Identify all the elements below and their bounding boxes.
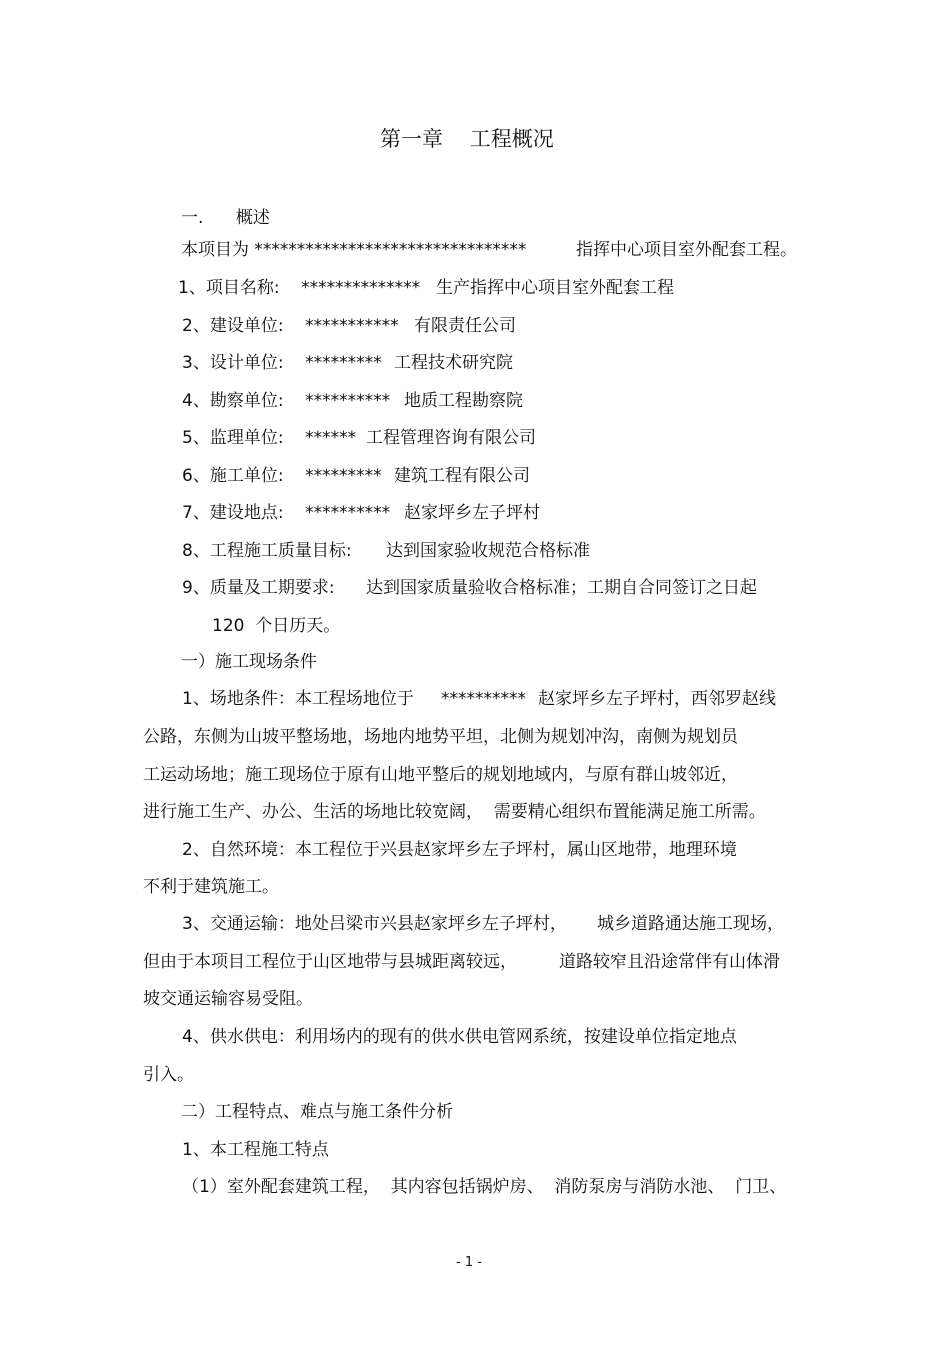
item-value-project-name: 生产指挥中心项目室外配套工程 [436, 278, 674, 298]
subsection-project-features: 二）工程特点、难点与施工条件分析 [181, 1102, 453, 1122]
site-para2-line2: 不利于建筑施工。 [143, 877, 279, 897]
page-title: 第一章 工程概况 [380, 127, 554, 151]
item-label-surveyor: 4、勘察单位: ********** [182, 391, 391, 411]
item-value-designer: 工程技术研究院 [394, 353, 513, 373]
site-para3-line2-start: 但由于本项目工程位于山区地带与县城距离较远， [143, 952, 517, 972]
page-number: - 1 - [456, 1255, 482, 1270]
item-label-designer: 3、设计单位: ********* [182, 353, 382, 373]
item-label-requirements: 9、质量及工期要求: [182, 578, 335, 598]
item-label-supervisor: 5、监理单位: ****** [182, 428, 357, 448]
item-label-location: 7、建设地点: ********** [182, 503, 391, 523]
site-para1-line1-end: 赵家坪乡左子坪村，西邻罗赵线 [538, 689, 776, 709]
item-label-owner: 2、建设单位: *********** [182, 316, 399, 336]
site-para1-line4: 进行施工生产、办公、生活的场地比较宽阔， 需要精心组织布置能满足施工所需。 [143, 802, 766, 822]
features-para1: （1）室外配套建筑工程， 其内容包括锅炉房、 消防泵房与消防水池、 门卫、 [182, 1177, 787, 1197]
item-value-contractor: 建筑工程有限公司 [394, 466, 530, 486]
item-value-surveyor: 地质工程勘察院 [404, 391, 523, 411]
item-requirements-continued: 120 个日历天。 [212, 616, 341, 636]
site-para1-line3: 工运动场地；施工现场位于原有山地平整后的规划地域内，与原有群山坡邻近， [143, 765, 738, 785]
item-value-owner: 有限责任公司 [414, 316, 516, 336]
section-heading-overview: 一. 概述 [181, 208, 270, 228]
item-label-project-name: 1、项目名称: ************** [178, 278, 421, 298]
item-value-location: 赵家坪乡左子坪村 [404, 503, 540, 523]
site-para3-line1-end: 城乡道路通达施工现场， [597, 914, 784, 934]
site-para2-line1: 2、自然环境：本工程位于兴县赵家坪乡左子坪村，属山区地带，地理环境 [182, 840, 737, 860]
site-para1-line1-mask: ********** [441, 689, 526, 709]
subsection-site-conditions: 一）施工现场条件 [181, 652, 317, 672]
item-value-supervisor: 工程管理咨询有限公司 [366, 428, 536, 448]
item-value-requirements: 达到国家质量验收合格标准；工期自合同签订之日起 [366, 578, 757, 598]
site-para1-line2: 公路，东侧为山坡平整场地，场地内地势平坦，北侧为规划冲沟，南侧为规划员 [143, 727, 738, 747]
site-para4-line1: 4、供水供电：利用场内的现有的供水供电管网系统，按建设单位指定地点 [182, 1027, 737, 1047]
site-para3-line3: 坡交通运输容易受阻。 [143, 989, 313, 1009]
item-label-contractor: 6、施工单位: ********* [182, 466, 382, 486]
site-para3-line2-end: 道路较窄且沿途常伴有山体滑 [559, 952, 780, 972]
features-heading: 1、本工程施工特点 [182, 1140, 329, 1160]
item-label-quality-target: 8、工程施工质量目标: [182, 541, 352, 561]
site-para4-line2: 引入。 [143, 1065, 194, 1085]
intro-line-end: 指挥中心项目室外配套工程。 [576, 240, 797, 260]
site-para1-line1-start: 1、场地条件：本工程场地位于 [182, 689, 414, 709]
item-value-quality-target: 达到国家验收规范合格标准 [386, 541, 590, 561]
site-para3-line1-start: 3、交通运输：地处吕梁市兴县赵家坪乡左子坪村， [182, 914, 567, 934]
intro-line-start: 本项目为 ******************************** [181, 240, 527, 260]
